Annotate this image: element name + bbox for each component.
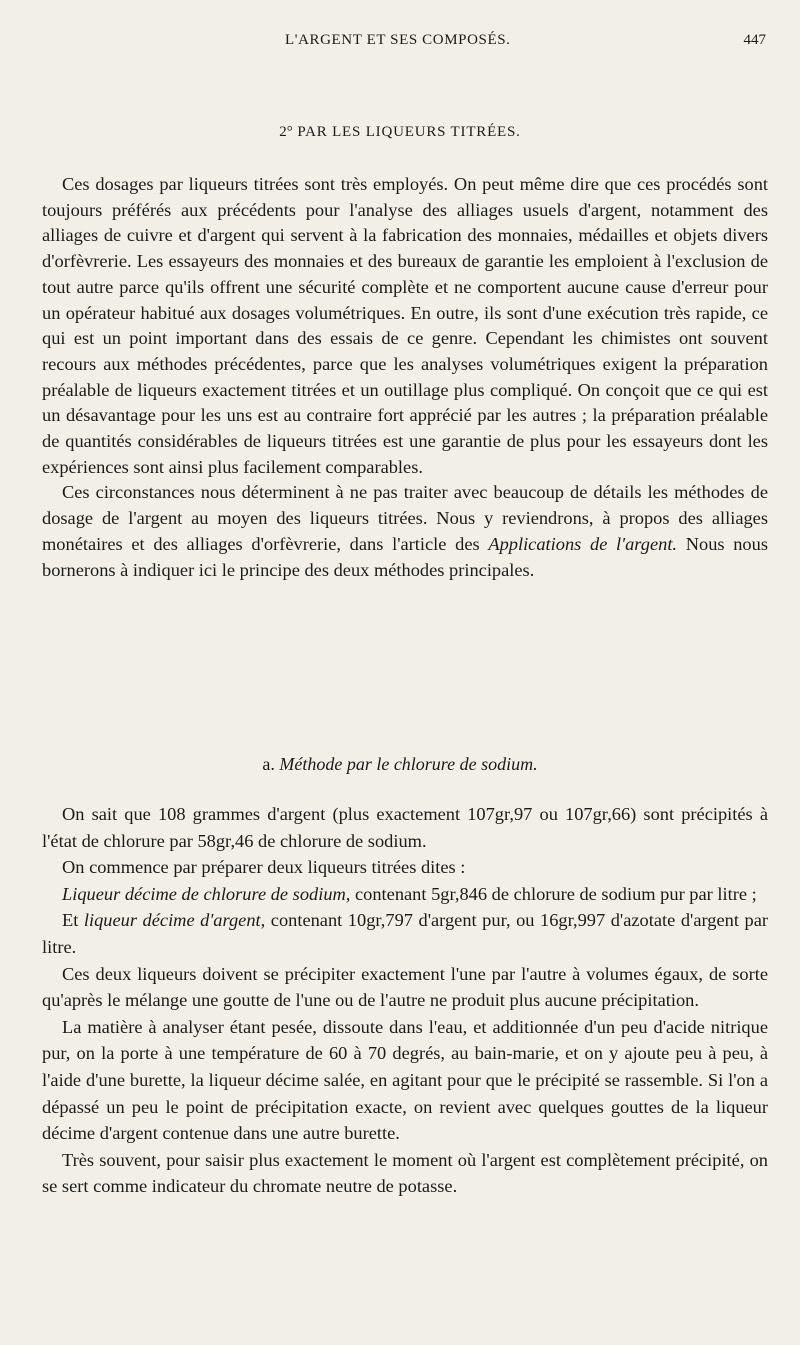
method-paragraph-3: [42, 881, 768, 908]
section-heading: [0, 124, 800, 141]
method-paragraph-4: [42, 907, 768, 960]
method-paragraph-7: Très souvent, pour saisir plus exactement le moment où l'argent est complètement précipité, on se sert comme indicateur du chromate neutre de potasse.: [42, 1149, 768, 1197]
method-p4-rest: contenant 10gr,797 d'argent pur, ou 16gr,997 d'azotate d'argent par litre.: [42, 910, 768, 957]
section-title: PAR LES LIQUEURS TITRÉES.: [297, 124, 521, 140]
method-p3-italic: Liqueur décime de chlorure de sodium,: [62, 883, 351, 904]
intro-p2-italic: Applications de l'argent.: [488, 533, 678, 554]
method-paragraph-6: La matière à analyser étant pesée, dissoute dans l'eau, et additionnée d'un peu d'acide nitrique pur, on la porte à une température de 60 à 70 degrés, au bain-marie, et on y ajoute peu à peu, à l'aide d'une burette, la liqueur décime salée, en agitant pour que le précipité se rassemble. Si l'on a dépassé un peu le point de précipitation exacte, on revient avec quelques gouttes de la liqueur décime d'argent contenue dans une autre burette.: [42, 1016, 768, 1144]
method-paragraph-1: On sait que 108 grammes d'argent (plus exactement 107gr,97 ou 107gr,66) sont précipités à l'état de chlorure par 58gr,46 de chlorure de sodium.: [42, 804, 768, 851]
method-p3-rest: contenant 5gr,846 de chlorure de sodium pur par litre ;: [350, 883, 757, 904]
running-title: L'ARGENT ET SES COMPOSÉS.: [285, 32, 511, 48]
intro-paragraph-2: [42, 480, 768, 583]
subsection-heading: [0, 754, 800, 775]
intro-p2-end: Nous nous bornerons à indiquer ici le principe des deux méthodes principales.: [42, 533, 768, 580]
method-paragraph-2: On commence par préparer deux liqueurs titrées dites :: [62, 857, 466, 878]
method-p4-start: Et: [62, 910, 84, 931]
subsection-letter: a.: [262, 754, 275, 774]
running-head: [0, 32, 800, 56]
method-p4-italic: liqueur décime d'argent,: [83, 910, 266, 931]
page-number: 447: [743, 32, 766, 48]
section-number: 2°: [279, 124, 293, 140]
method-paragraph-5: Ces deux liqueurs doivent se précipiter exactement l'une par l'autre à volumes égaux, de sorte qu'après le mélange une goutte de l'une ou de l'autre ne produit plus aucune précipitation.: [42, 963, 768, 1011]
method-text: [42, 801, 768, 1200]
subsection-title: Méthode par le chlorure de sodium.: [279, 754, 538, 774]
intro-text: [42, 172, 768, 583]
intro-paragraph-1: Ces dosages par liqueurs titrées sont très employés. On peut même dire que ces procédés sont toujours préférés aux précédents pour l'analyse des alliages usuels d'argent, notamment des alliages de cuivre et d'argent qui servent à la fabrication des monnaies, médailles et objets divers d'orfèvrerie. Les essayeurs des monnaies et des bureaux de garantie les emploient à l'exclusion de tout autre parce qu'ils offrent une sécurité complète et ne comportent aucune cause d'erreur pour un opérateur habitué aux dosages volumétriques. En outre, ils sont d'une exécution très rapide, ce qui est un point important dans des essais de ce genre. Cependant les chimistes ont souvent recours aux méthodes précédentes, parce que les analyses volumétriques exigent la préparation préalable de liqueurs exactement titrées et un outillage plus compliqué. On conçoit que ce qui est un désavantage pour les uns est au contraire fort apprécié par les autres ; la préparation préalable de quantités considérables de liqueurs titrées est une garantie de plus pour les essayeurs dont les expériences sont ainsi plus facilement comparables.: [42, 174, 768, 477]
intro-p2-start: Ces circonstances nous déterminent à ne pas traiter avec beaucoup de détails les méthodes de dosage de l'argent au moyen des liqueurs titrées. Nous y reviendrons, à propos des alliages monétaires et des alliages d'orfèvrerie, dans l'article des: [42, 482, 768, 554]
